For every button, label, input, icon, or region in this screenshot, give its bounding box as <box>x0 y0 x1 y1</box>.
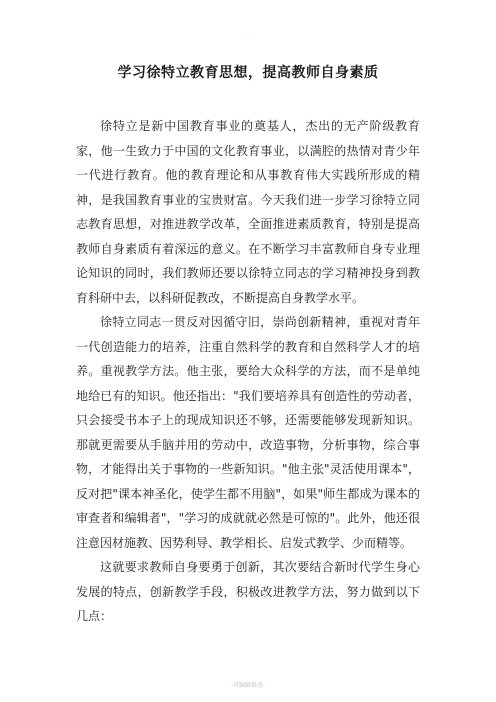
header-mark: . <box>247 29 249 36</box>
footer-mark: -可编辑修改- <box>230 682 266 689</box>
paragraph-3: 这就要求教师自身要勇于创新，其次要结合新时代学生身心发展的特点，创新教学手段，积极改进教学方法，努力做到以下几点： <box>76 560 420 623</box>
paragraph-2: 徐特立同志一贯反对因循守旧，崇尚创新精神，重视对青年一代创造能力的培养，注重自然科学的教育和自然科学人才的培养。重视教学方法。他主张，要给大众科学的方法，而不是单纯地给已有的知识。他还指出："我们要培养具有创造性的劳动者，只会接受书本子上的现成知识还不够，还需要能够发现新知识。那就更需要从手脑并用的劳动中，改造事物，分析事物，综合事物，才能得出关于事物的一些新知识。"他主张"灵活使用课本"，反对把"课本神圣化，使学生都不用脑"，如果"师生都成为课本的审查者和编辑者"，"学习的成就就必然是可惊的"。此外，他还很注意因材施教、因势利导、教学相长、启发式教学、少而精等。 <box>76 315 420 550</box>
document-body <box>76 114 420 629</box>
document-title: 学习徐特立教育思想，提高教师自身素质 <box>117 65 379 81</box>
paragraph-1: 徐特立是新中国教育事业的奠基人，杰出的无产阶级教育家，他一生致力于中国的文化教育事业，以满腔的热情对青少年一代进行教育。他的教育理论和从事教育伟大实践所形成的精神，是我国教育事业的宝贵财富。今天我们进一步学习徐特立同志教育思想，对推进教学改革，全面推进素质教育，特别是提高教师自身素质有着深远的意义。在不断学习丰富教师自身专业理论知识的同时，我们教师还要以徐特立同志的学习精神投身到教育科研中去，以科研促教改，不断提高自身教学水平。 <box>76 119 420 305</box>
